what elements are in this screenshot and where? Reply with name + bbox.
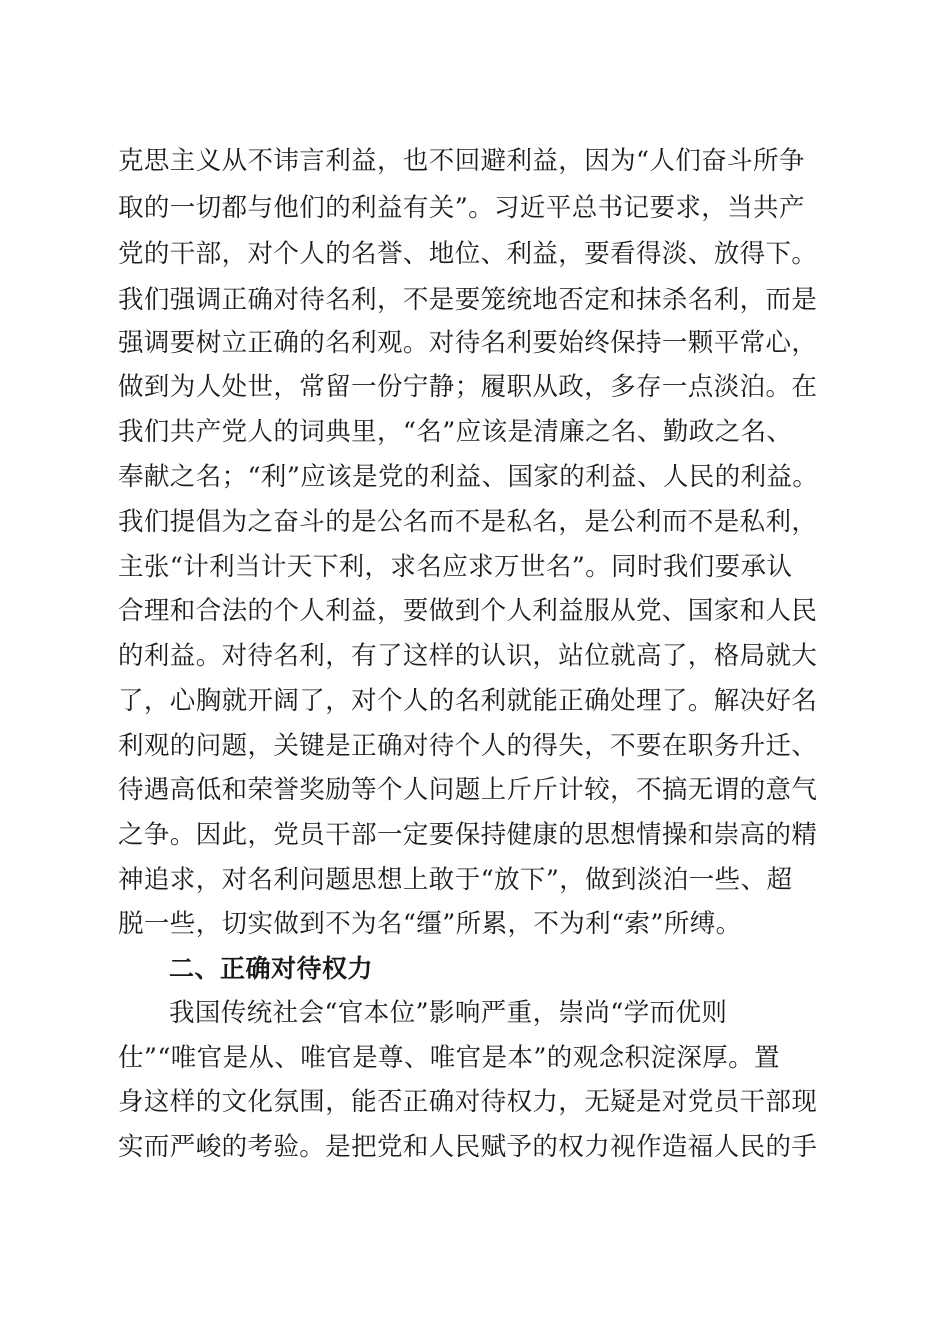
paragraph-line: 克思主义从不讳言利益，也不回避利益，因为“人们奋斗所争: [118, 146, 805, 176]
paragraph-line: 我们提倡为之奋斗的是公名而不是私名，是公利而不是私利，: [118, 507, 818, 537]
paragraph-line: 我国传统社会“官本位”影响严重，崇尚“学而优则: [169, 998, 728, 1028]
paragraph-line: 待遇高低和荣誉奖励等个人问题上斤斤计较，不搞无谓的意气: [118, 775, 818, 805]
paragraph-line: 党的干部，对个人的名誉、地位、利益，要看得淡、放得下。: [118, 239, 818, 269]
paragraph-line: 取的一切都与他们的利益有关”。习近平总书记要求，当共产: [118, 193, 805, 223]
paragraph-line: 强调要树立正确的名利观。对待名利要始终保持一颗平常心，: [118, 328, 818, 358]
paragraph-line: 做到为人处世，常留一份宁静；履职从政，多存一点淡泊。在: [118, 372, 818, 402]
paragraph-line: 神追求，对名利问题思想上敢于“放下”，做到淡泊一些、超: [118, 865, 793, 895]
paragraph-line: 我们共产党人的词典里，“名”应该是清廉之名、勤政之名、: [118, 417, 793, 447]
section-heading: 二、正确对待权力: [169, 954, 374, 983]
paragraph-line: 身这样的文化氛围，能否正确对待权力，无疑是对党员干部现: [118, 1087, 818, 1117]
paragraph-line: 我们强调正确对待名利，不是要笼统地否定和抹杀名利，而是: [118, 285, 818, 315]
paragraph-line: 利观的问题，关键是正确对待个人的得失，不要在职务升迁、: [118, 731, 818, 761]
paragraph-line: 实而严峻的考验。是把党和人民赋予的权力视作造福人民的手: [118, 1132, 818, 1162]
paragraph-line: 了，心胸就开阔了，对个人的名利就能正确处理了。解决好名: [118, 686, 818, 716]
paragraph-line: 主张“计利当计天下利，求名应求万世名”。同时我们要承认: [118, 552, 793, 582]
paragraph-line: 奉献之名；“利”应该是党的利益、国家的利益、人民的利益。: [118, 462, 819, 492]
paragraph-line: 仕”“唯官是从、唯官是尊、唯官是本”的观念积淀深厚。置: [118, 1043, 780, 1073]
paragraph-line: 的利益。对待名利，有了这样的认识，站位就高了，格局就大: [118, 641, 818, 671]
paragraph-line: 脱一些，切实做到不为名“缰”所累，不为利“索”所缚。: [118, 909, 742, 939]
paragraph-line: 之争。因此，党员干部一定要保持健康的思想情操和崇高的精: [118, 820, 818, 850]
paragraph-line: 合理和合法的个人利益，要做到个人利益服从党、国家和人民: [118, 596, 818, 626]
